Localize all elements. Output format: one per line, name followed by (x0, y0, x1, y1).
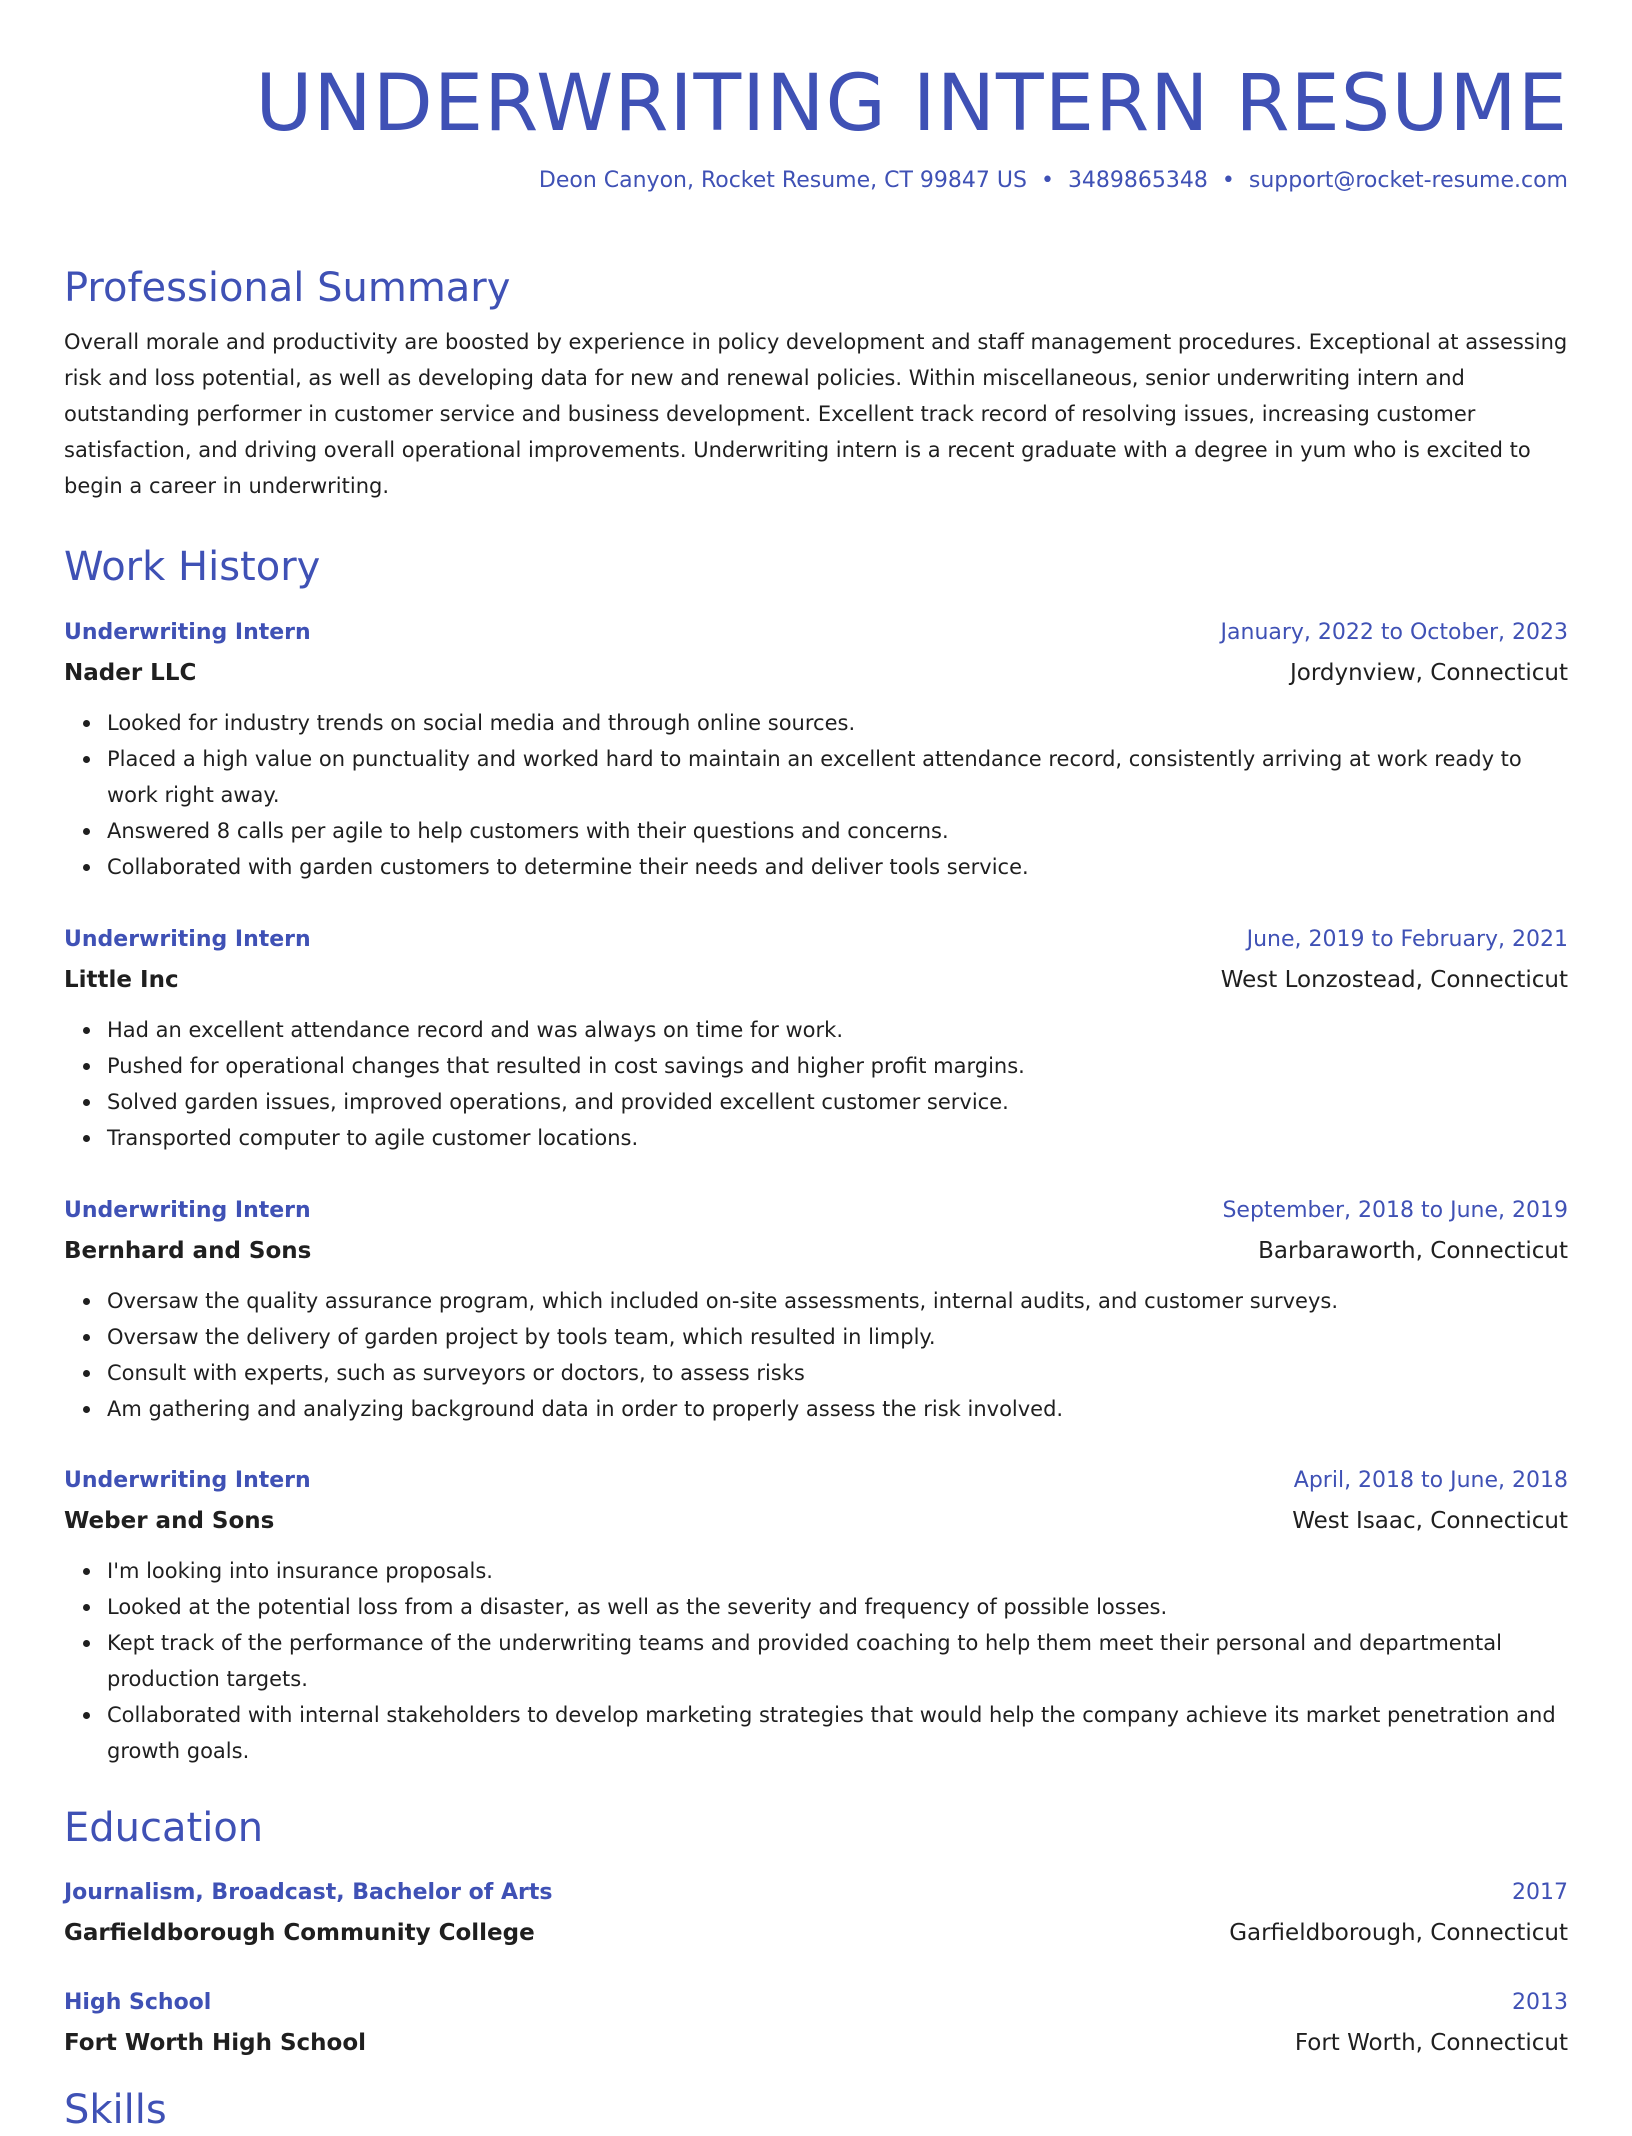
job-bullet: Answered 8 calls per agile to help customers with their questions and concerns. (107, 813, 1568, 849)
job-bullet: Oversaw the delivery of garden project by tools team, which resulted in limply. (107, 1319, 1568, 1355)
degree-name: Journalism, Broadcast, Bachelor of Arts (64, 1880, 553, 1905)
job-location: Barbaraworth, Connecticut (1258, 1238, 1568, 1264)
contact-address: Deon Canyon, Rocket Resume, CT 99847 US (538, 168, 1027, 193)
school-location: Garfieldborough, Connecticut (1229, 1920, 1568, 1946)
summary-section (64, 262, 1568, 504)
job-bullet: Placed a high value on punctuality and worked hard to maintain an excellent attendance record, consistently arriving at work ready to work right away. (107, 741, 1568, 813)
skills-heading: Skills (64, 2087, 167, 2133)
job-title: Underwriting Intern (64, 620, 311, 645)
job-dates: June, 2019 to February, 2021 (1246, 927, 1568, 952)
company-name: Nader LLC (64, 660, 197, 686)
job-bullet: Consult with experts, such as surveyors or doctors, to assess risks (107, 1355, 1568, 1391)
education-section (64, 1802, 1568, 1854)
school-name: Garfieldborough Community College (64, 1920, 535, 1946)
job-entry (64, 613, 1568, 885)
work-history-heading: Work History (64, 544, 321, 590)
job-dates: April, 2018 to June, 2018 (1293, 1468, 1568, 1493)
job-bullets (64, 1553, 1568, 1769)
graduation-year: 2013 (1512, 1990, 1568, 2015)
degree-name: High School (64, 1990, 212, 2015)
job-bullet: Solved garden issues, improved operations, and provided excellent customer service. (107, 1084, 1568, 1120)
contact-line (64, 166, 1568, 196)
contact-separator: • (1040, 168, 1054, 193)
job-entry (64, 1191, 1568, 1427)
graduation-year: 2017 (1512, 1880, 1568, 1905)
company-name: Weber and Sons (64, 1508, 275, 1534)
education-entry (64, 1873, 1568, 1953)
job-bullet: Oversaw the quality assurance program, which included on-site assessments, internal audits, and customer surveys. (107, 1283, 1568, 1319)
school-location: Fort Worth, Connecticut (1294, 2030, 1568, 2056)
summary-heading: Professional Summary (64, 265, 511, 311)
job-bullet: I'm looking into insurance proposals. (107, 1553, 1568, 1589)
summary-text: Overall morale and productivity are boosted by experience in policy development and staff management procedures. Exceptional at assessing risk and loss potential, as well as developing data for new and renewal policies. Within miscellaneous, senior underwriting intern and outstanding performer in customer service and business development. Excellent track record of resolving issues, increasing customer satisfaction, and driving overall operational improvements. Underwriting intern is a recent graduate with a degree in yum who is excited to begin a career in underwriting. (64, 330, 1568, 498)
job-dates: January, 2022 to October, 2023 (1220, 620, 1568, 645)
job-title: Underwriting Intern (64, 1468, 311, 1493)
job-bullet: Looked for industry trends on social media and through online sources. (107, 705, 1568, 741)
contact-email[interactable]: support@rocket-resume.com (1248, 168, 1568, 193)
job-dates: September, 2018 to June, 2019 (1222, 1198, 1568, 1223)
job-bullet: Transported computer to agile customer locations. (107, 1120, 1568, 1156)
job-title: Underwriting Intern (64, 1198, 311, 1223)
school-name: Fort Worth High School (64, 2030, 367, 2056)
job-bullet: Had an excellent attendance record and was always on time for work. (107, 1012, 1568, 1048)
job-location: Jordynview, Connecticut (1289, 660, 1568, 686)
job-entry (64, 1461, 1568, 1769)
contact-phone: 3489865348 (1067, 168, 1208, 193)
contact-separator: • (1221, 168, 1235, 193)
job-bullets (64, 705, 1568, 885)
job-bullet: Collaborated with garden customers to determine their needs and deliver tools service. (107, 849, 1568, 885)
job-location: West Isaac, Connecticut (1292, 1508, 1568, 1534)
skills-section (64, 2084, 1568, 2136)
job-location: West Lonzostead, Connecticut (1220, 967, 1568, 993)
job-bullets (64, 1283, 1568, 1427)
education-heading: Education (64, 1805, 264, 1851)
job-title: Underwriting Intern (64, 927, 311, 952)
job-entry (64, 920, 1568, 1156)
job-bullet: Looked at the potential loss from a disaster, as well as the severity and frequency of possible losses. (107, 1589, 1568, 1625)
job-bullet: Kept track of the performance of the underwriting teams and provided coaching to help them meet their personal and departmental production targets. (107, 1625, 1568, 1697)
job-bullet: Collaborated with internal stakeholders to develop marketing strategies that would help the company achieve its market penetration and growth goals. (107, 1697, 1568, 1769)
job-bullet: Pushed for operational changes that resulted in cost savings and higher profit margins. (107, 1048, 1568, 1084)
work-history-section (64, 541, 1568, 593)
company-name: Bernhard and Sons (64, 1238, 312, 1264)
job-bullets (64, 1012, 1568, 1156)
resume-title: UNDERWRITING INTERN RESUME (255, 59, 1568, 149)
resume-page (64, 0, 1568, 2133)
education-entry (64, 1983, 1568, 2063)
company-name: Little Inc (64, 967, 179, 993)
job-bullet: Am gathering and analyzing background data in order to properly assess the risk involved. (107, 1391, 1568, 1427)
